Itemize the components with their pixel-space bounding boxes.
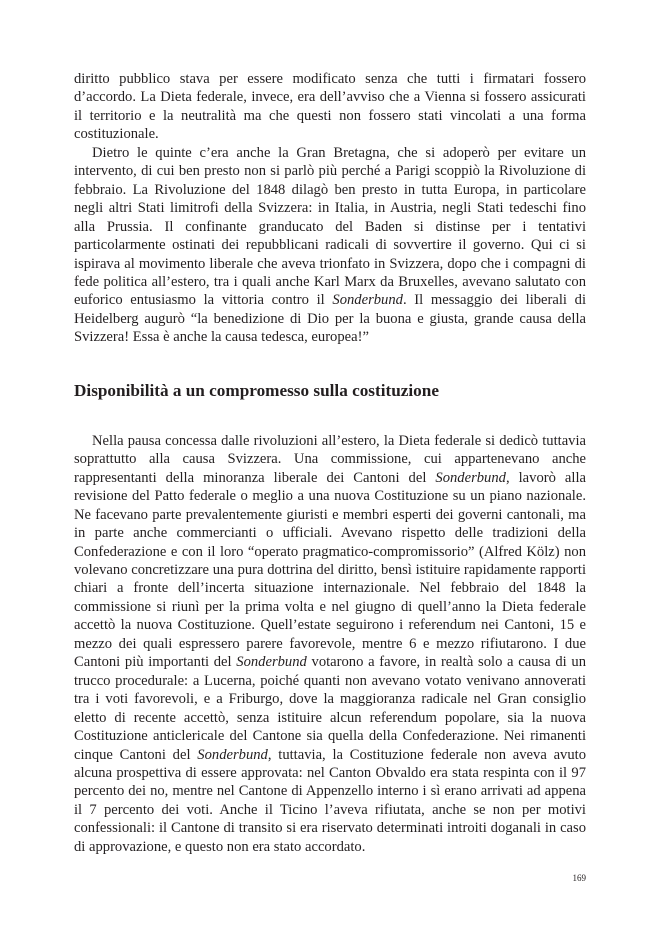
text-run: Dietro le quinte c’era anche la Gran Bretagna, che si adoperò per evitare un intervento, di cui ben presto non si parlò più perché a Parigi scoppiò la Rivoluzione di febbraio. La Rivoluzione del 1848 dilagò ben presto in tutta Europa, in particolare negli altri Stati limitrofi della Svizzera: in Italia, in Austria, negli Stati tedeschi fino alla Prussia. Il confinante granducato del Baden si distinse per i tentativi particolarmente ostinati dei repubblicani radicali di sovvertire il governo. Qui ci si ispirava al movimento liberale che aveva trionfato in Svizzera, dopo che i compagni di fede politica all’estero, tra i quali anche Karl Marx da Bruxelles, avevano salutato con euforico entusiasmo la vittoria contro il	[74, 144, 586, 309]
italic-term: Sonderbund	[332, 292, 403, 309]
page-number: 169	[572, 873, 586, 883]
text-run: . Il messaggio dei liberali di Heidelberg augurò “la benedizione di Dio per la buona e giusta, grande causa della Svizzera! Essa è anche la causa tedesca, europea!”	[74, 292, 586, 346]
text-run: votarono a favore, in realtà solo a causa di un trucco procedurale: a Lucerna, poiché quanti non avevano votato venivano annoverati tra i voti favorevoli, e a Friburgo, dove la maggioranza radicale nel Gran consiglio eletto di recente accettò, senza istituire alcun referendum popolare, sia la nuova Costituzione anticlericale del Cantone sia quella della Confederazione. Nei rimanenti cinque Cantoni del	[74, 654, 586, 763]
page-body	[74, 70, 586, 856]
paragraph-2	[74, 144, 586, 347]
text-run: diritto pubblico stava per essere modificato senza che tutti i firmatari fossero d’accordo. La Dieta federale, invece, era dell’avviso che a Vienna si fossero assicurati il territorio e la neutralità ma che questi non fossero stati vincolati a una forma costituzionale.	[74, 71, 586, 143]
italic-term: Sonderbund	[236, 654, 307, 671]
italic-term: Sonderbund	[197, 746, 268, 763]
text-run: , tuttavia, la Costituzione federale non aveva avuto alcuna prospettiva di essere approvata: nel Canton Obvaldo era stata respinta con il 97 percento dei no, mentre nel Cantone di Appenzello interno i sì erano arrivati ad appena il 7 percento dei voti. Anche il Ticino l’aveva rifiutata, anche se non per motivi confessionali: il Cantone di transito si era riservato determinati introiti doganali in caso di approvazione, e questo non era stato accordato.	[74, 746, 587, 855]
section-heading: Disponibilità a un compromesso sulla costituzione	[74, 380, 439, 400]
text-run: , lavorò alla revisione del Patto federale o meglio a una nuova Costituzione su un piano nazionale. Ne facevano parte prevalentemente giuristi e membri esperti dei governi cantonali, ma in parte anche commercianti o ufficiali. Avevano rispetto delle tradizioni della Confederazione e con il loro “operato pragmatico-compromissorio” (Alfred Kölz) non volevano concretizzare una pura dottrina del diritto, bensì istituire rapidamente rapporti chiari a fronte dell’incerta situazione internazionale. Nel febbraio del 1848 la commissione si riunì per la prima volta e nel giugno di quell’anno la Dieta federale accettò la nuova Costituzione. Quell’estate seguirono i referendum nei Cantoni, 15 e mezzo dei quali espressero parere favorevole, mentre 6 e mezzo rifiutarono. I due Cantoni più importanti del	[74, 469, 586, 671]
paragraph-1	[74, 70, 586, 144]
italic-term: Sonderbund	[435, 469, 506, 486]
paragraph-3	[74, 432, 586, 856]
text-run: Nella pausa concessa dalle rivoluzioni all’estero, la Dieta federale si dedicò tuttavia soprattutto alla causa Svizzera. Una commissione, cui appartenevano anche rappresentanti della minoranza liberale dei Cantoni del	[74, 432, 586, 486]
